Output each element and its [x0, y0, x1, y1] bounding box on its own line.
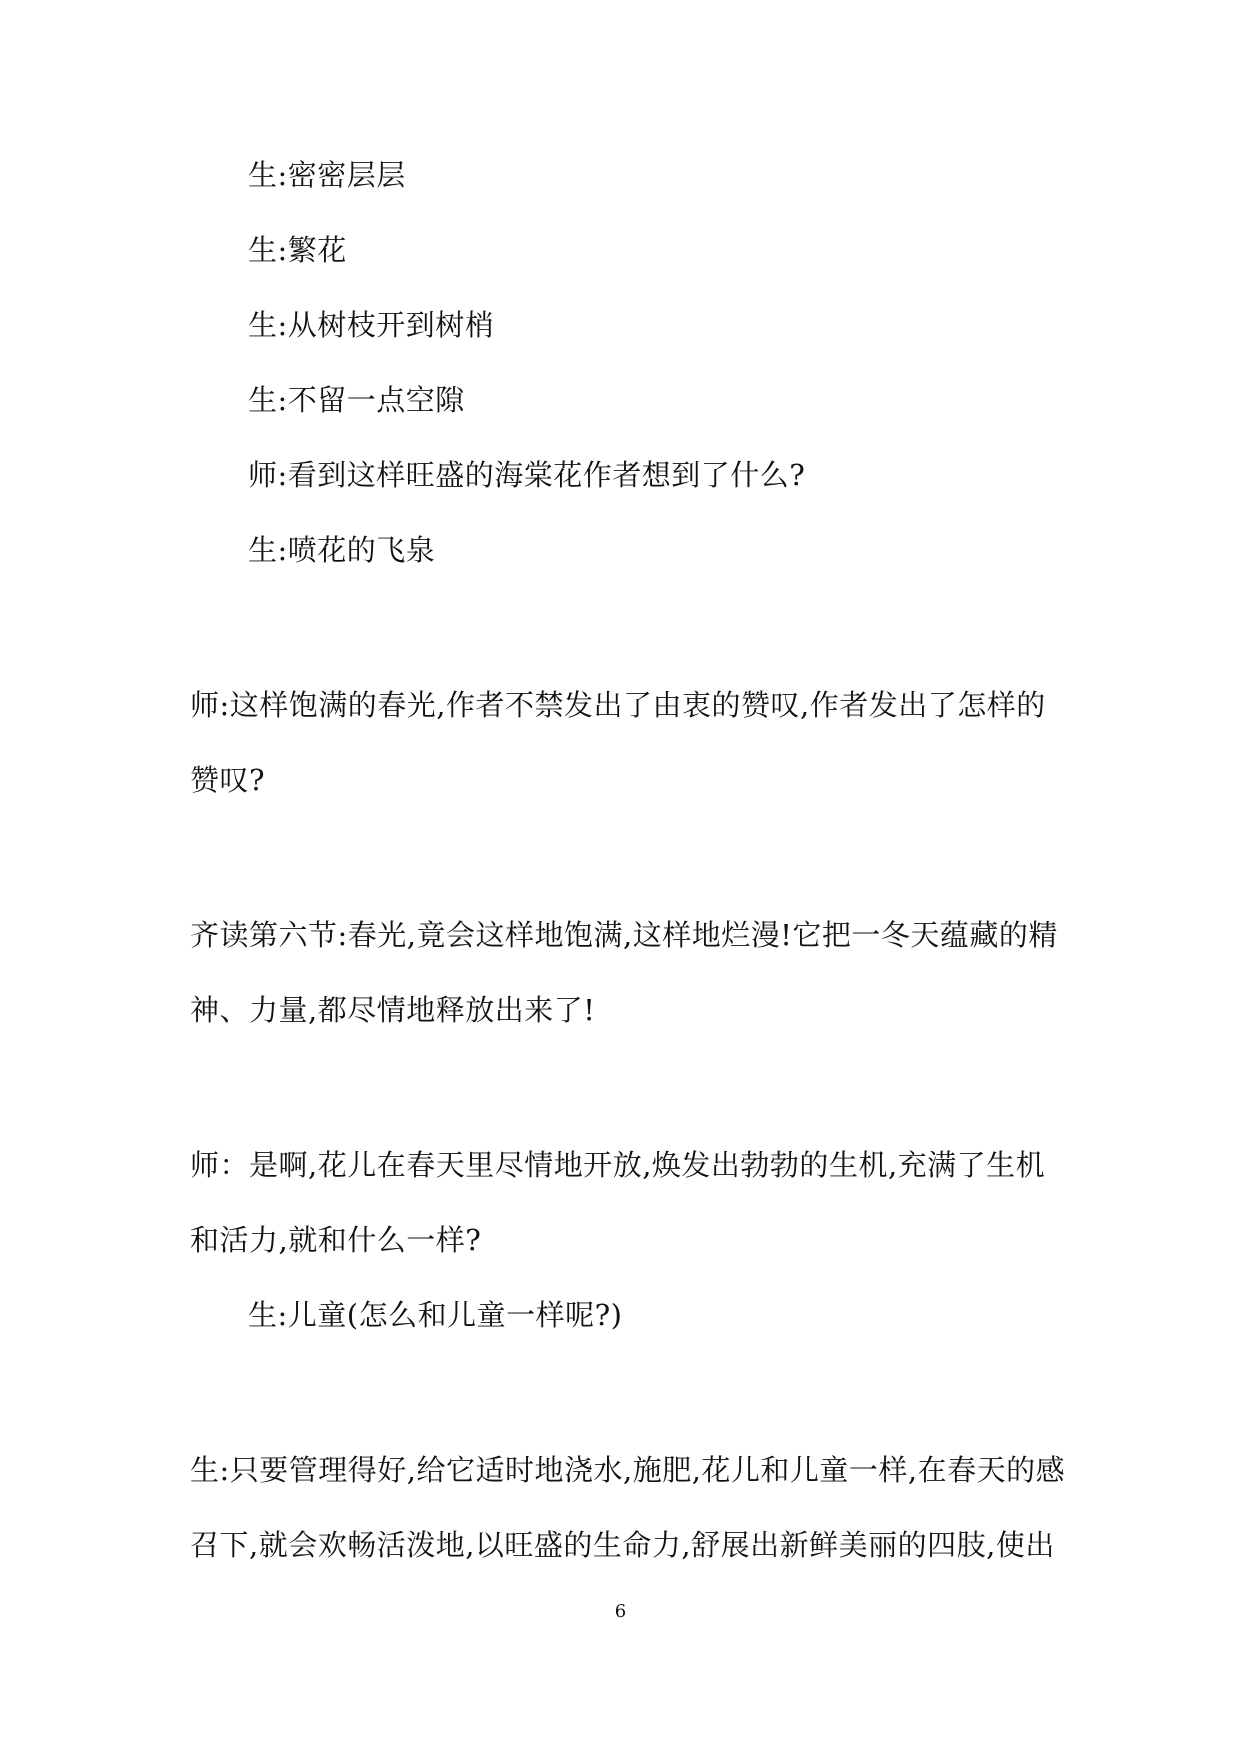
text-line: 生:喷花的飞泉 — [248, 533, 436, 567]
text-line: 师：是啊,花儿在春天里尽情地开放,焕发出勃勃的生机,充满了生机 — [190, 1148, 1046, 1182]
text-line: 生:不留一点空隙 — [248, 383, 465, 417]
text-line: 生:繁花 — [248, 233, 347, 267]
text-line: 神、力量,都尽情地释放出来了! — [190, 993, 596, 1027]
text-line: 召下,就会欢畅活泼地,以旺盛的生命力,舒展出新鲜美丽的四肢,使出 — [190, 1528, 1055, 1562]
text-line: 生:密密层层 — [248, 158, 406, 192]
page-number: 6 — [614, 1601, 627, 1622]
text-line: 师:这样饱满的春光,作者不禁发出了由衷的赞叹,作者发出了怎样的 — [190, 688, 1046, 722]
text-line: 和活力,就和什么一样? — [190, 1223, 482, 1257]
text-line: 赞叹? — [190, 763, 266, 797]
text-line: 生:从树枝开到树梢 — [248, 308, 495, 342]
text-line: 生:儿童(怎么和儿童一样呢?) — [248, 1298, 623, 1332]
text-line: 生:只要管理得好,给它适时地浇水,施肥,花儿和儿童一样,在春天的感 — [190, 1453, 1066, 1487]
text-line: 齐读第六节:春光,竟会这样地饱满,这样地烂漫!它把一冬天蕴藏的精 — [190, 918, 1058, 952]
text-line: 师:看到这样旺盛的海棠花作者想到了什么? — [248, 458, 806, 492]
